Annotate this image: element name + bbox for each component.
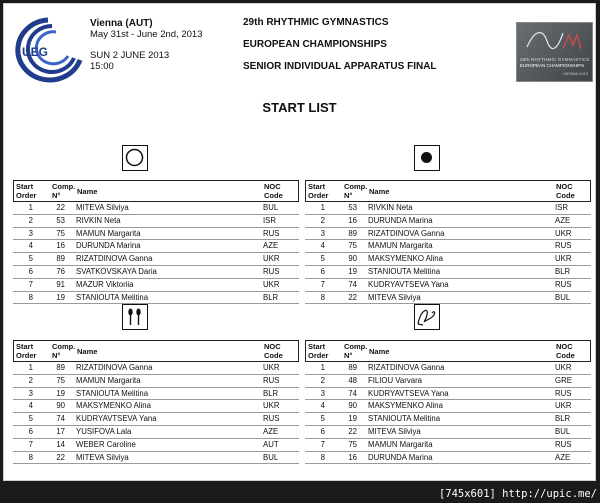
start-order-cell: 8: [28, 452, 33, 462]
athlete-name-cell: MAMUN Margarita: [76, 375, 141, 385]
table-header: [13, 340, 299, 362]
table-row: [305, 228, 591, 241]
header-start-order: Start Order: [16, 182, 37, 200]
header-comp-no: Comp. N°: [344, 342, 368, 360]
start-order-cell: 5: [320, 414, 325, 424]
start-order-cell: 4: [28, 401, 33, 411]
athlete-name-cell: STANIOUTA Melitina: [368, 266, 441, 276]
comp-number-cell: 75: [348, 241, 357, 251]
athlete-name-cell: KUDRYAVTSEVA Yana: [368, 279, 449, 289]
table-row: [305, 388, 591, 401]
start-order-cell: 4: [28, 241, 33, 251]
noc-code-cell: AZE: [263, 426, 279, 436]
athlete-name-cell: MAKSYMENKO Alina: [368, 254, 443, 264]
ribbon-icon: [414, 304, 440, 330]
noc-code-cell: AZE: [263, 241, 279, 251]
table-row: [305, 240, 591, 253]
venue-dates: May 31st - June 2nd, 2013: [90, 29, 203, 40]
athlete-name-cell: MAMUN Margarita: [76, 228, 141, 238]
championship-logo-line3: VIENNA 2013: [563, 71, 588, 76]
start-order-cell: 5: [28, 414, 33, 424]
comp-number-cell: 53: [348, 203, 357, 212]
noc-code-cell: BLR: [555, 414, 571, 424]
noc-code-cell: UKR: [555, 228, 572, 238]
noc-code-cell: UKR: [263, 363, 280, 372]
table-row: [13, 292, 299, 305]
comp-number-cell: 19: [56, 292, 65, 302]
start-list-table-hoop: [13, 180, 299, 304]
comp-number-cell: 75: [348, 439, 357, 449]
athlete-name-cell: MITEVA Silviya: [76, 203, 129, 212]
noc-code-cell: UKR: [555, 363, 572, 372]
venue-block: [90, 18, 203, 72]
watermark-text: [745x601] http://upic.me/: [438, 488, 597, 500]
noc-code-cell: UKR: [263, 279, 280, 289]
comp-number-cell: 22: [348, 292, 357, 302]
table-row: [13, 452, 299, 465]
event-line-2: EUROPEAN CHAMPIONSHIPS: [243, 39, 387, 50]
start-order-cell: 2: [28, 375, 33, 385]
noc-code-cell: UKR: [263, 401, 280, 411]
comp-number-cell: 89: [348, 228, 357, 238]
noc-code-cell: AUT: [263, 439, 279, 449]
start-list-table-ribbon: [305, 340, 591, 464]
table-row: [305, 452, 591, 465]
athlete-name-cell: RIZATDINOVA Ganna: [368, 363, 445, 372]
start-order-cell: 7: [28, 439, 33, 449]
table-row: [13, 388, 299, 401]
start-order-cell: 8: [28, 292, 33, 302]
noc-code-cell: RUS: [555, 279, 572, 289]
header-noc-code: NOC Code: [556, 342, 575, 360]
table-header: [13, 180, 299, 202]
header-start-order: Start Order: [308, 342, 329, 360]
athlete-name-cell: RIZATDINOVA Ganna: [368, 228, 445, 238]
comp-number-cell: 89: [56, 363, 65, 372]
header-name: Name: [77, 187, 98, 196]
noc-code-cell: UKR: [555, 401, 572, 411]
ueg-logo-text: UEG: [22, 45, 49, 59]
athlete-name-cell: STANIOUTA Melitina: [76, 292, 149, 302]
table-row: [305, 266, 591, 279]
comp-number-cell: 16: [348, 215, 357, 225]
page-title: START LIST: [262, 100, 337, 115]
start-order-cell: 3: [28, 228, 33, 238]
start-order-cell: 6: [320, 266, 325, 276]
table-row: [305, 292, 591, 305]
hoop-icon: [122, 145, 148, 171]
athlete-name-cell: MAMUN Margarita: [368, 241, 433, 251]
table-row: [13, 215, 299, 228]
start-order-cell: 5: [28, 254, 33, 264]
table-row: [13, 375, 299, 388]
comp-number-cell: 19: [348, 414, 357, 424]
comp-number-cell: 75: [56, 375, 65, 385]
start-order-cell: 4: [320, 401, 325, 411]
clubs-icon: [122, 304, 148, 330]
start-order-cell: 6: [28, 426, 33, 436]
start-order-cell: 1: [320, 203, 325, 212]
table-row: [305, 400, 591, 413]
table-row: [305, 202, 591, 215]
noc-code-cell: GRE: [555, 375, 572, 385]
comp-number-cell: 14: [56, 439, 65, 449]
comp-number-cell: 74: [348, 279, 357, 289]
table-row: [13, 400, 299, 413]
start-order-cell: 6: [28, 266, 33, 276]
athlete-name-cell: DURUNDA Marina: [76, 241, 141, 251]
table-row: [13, 266, 299, 279]
table-row: [305, 215, 591, 228]
start-order-cell: 4: [320, 241, 325, 251]
noc-code-cell: BUL: [263, 452, 279, 462]
athlete-name-cell: MITEVA Silviya: [368, 426, 421, 436]
header-noc-code: NOC Code: [264, 342, 283, 360]
start-list-table-clubs: [13, 340, 299, 464]
comp-number-cell: 22: [56, 203, 65, 212]
noc-code-cell: RUS: [555, 439, 572, 449]
event-line-3: SENIOR INDIVIDUAL APPARATUS FINAL: [243, 61, 437, 72]
noc-code-cell: BLR: [263, 388, 279, 398]
header-start-order: Start Order: [16, 342, 37, 360]
athlete-name-cell: MAMUN Margarita: [368, 439, 433, 449]
header-comp-no: Comp. N°: [52, 182, 76, 200]
noc-code-cell: ISR: [555, 203, 568, 212]
start-order-cell: 8: [320, 292, 325, 302]
comp-number-cell: 16: [348, 452, 357, 462]
table-row: [13, 413, 299, 426]
comp-number-cell: 22: [348, 426, 357, 436]
comp-number-cell: 75: [56, 228, 65, 238]
table-row: [305, 375, 591, 388]
comp-number-cell: 16: [56, 241, 65, 251]
header-noc-code: NOC Code: [556, 182, 575, 200]
athlete-name-cell: SVATKOVSKAYA Daria: [76, 266, 157, 276]
athlete-name-cell: RIVKIN Neta: [76, 215, 121, 225]
championship-logo-line2: EUROPEAN CHAMPIONSHIPS: [520, 63, 585, 68]
athlete-name-cell: MITEVA Silviya: [76, 452, 129, 462]
noc-code-cell: RUS: [263, 414, 280, 424]
athlete-name-cell: KUDRYAVTSEVA Yana: [76, 414, 157, 424]
comp-number-cell: 90: [348, 401, 357, 411]
start-order-cell: 3: [320, 388, 325, 398]
start-order-cell: 3: [28, 388, 33, 398]
event-day: SUN 2 JUNE 2013: [90, 50, 170, 61]
athlete-name-cell: STANIOUTA Melitina: [368, 414, 441, 424]
noc-code-cell: UKR: [263, 254, 280, 264]
venue-city: Vienna (AUT): [90, 18, 153, 29]
athlete-name-cell: STANIOUTA Melitina: [76, 388, 149, 398]
header-noc-code: NOC Code: [264, 182, 283, 200]
comp-number-cell: 91: [56, 279, 65, 289]
table-row: [305, 439, 591, 452]
athlete-name-cell: KUDRYAVTSEVA Yana: [368, 388, 449, 398]
header-comp-no: Comp. N°: [344, 182, 368, 200]
comp-number-cell: 22: [56, 452, 65, 462]
start-order-cell: 7: [28, 279, 33, 289]
noc-code-cell: RUS: [555, 388, 572, 398]
comp-number-cell: 89: [348, 363, 357, 372]
noc-code-cell: BUL: [555, 292, 571, 302]
athlete-name-cell: MITEVA Silviya: [368, 292, 421, 302]
noc-code-cell: BUL: [555, 426, 571, 436]
table-row: [305, 362, 591, 375]
athlete-name-cell: MAZUR Viktoriia: [76, 279, 134, 289]
table-row: [305, 279, 591, 292]
header-name: Name: [77, 347, 98, 356]
start-order-cell: 1: [28, 203, 33, 212]
header-comp-no: Comp. N°: [52, 342, 76, 360]
noc-code-cell: RUS: [263, 228, 280, 238]
championship-logo-line1: 29th RHYTHMIC GYMNASTICS: [520, 57, 590, 62]
table-row: [13, 228, 299, 241]
table-row: [305, 413, 591, 426]
championship-logo: [516, 22, 593, 82]
start-order-cell: 6: [320, 426, 325, 436]
comp-number-cell: 53: [56, 215, 65, 225]
table-row: [13, 202, 299, 215]
comp-number-cell: 76: [56, 266, 65, 276]
table-row: [13, 426, 299, 439]
start-order-cell: 7: [320, 439, 325, 449]
start-order-cell: 1: [28, 363, 33, 372]
noc-code-cell: BLR: [555, 266, 571, 276]
table-row: [305, 253, 591, 266]
header-start-order: Start Order: [308, 182, 329, 200]
event-line-1: 29th RHYTHMIC GYMNASTICS: [243, 17, 389, 28]
table-row: [13, 362, 299, 375]
table-header: [305, 180, 591, 202]
table-header: [305, 340, 591, 362]
noc-code-cell: ISR: [263, 215, 276, 225]
noc-code-cell: AZE: [555, 452, 571, 462]
comp-number-cell: 74: [56, 414, 65, 424]
athlete-name-cell: MAKSYMENKO Alina: [76, 401, 151, 411]
comp-number-cell: 17: [56, 426, 65, 436]
ball-icon: [414, 145, 440, 171]
start-order-cell: 7: [320, 279, 325, 289]
noc-code-cell: RUS: [555, 241, 572, 251]
start-order-cell: 8: [320, 452, 325, 462]
start-order-cell: 2: [28, 215, 33, 225]
table-row: [305, 426, 591, 439]
comp-number-cell: 48: [348, 375, 357, 385]
event-time: 15:00: [90, 61, 114, 72]
noc-code-cell: UKR: [555, 254, 572, 264]
noc-code-cell: BUL: [263, 203, 279, 212]
athlete-name-cell: YUSIFOVA Lala: [76, 426, 132, 436]
athlete-name-cell: FILIOU Varvara: [368, 375, 423, 385]
start-order-cell: 1: [320, 363, 325, 372]
start-order-cell: 5: [320, 254, 325, 264]
start-list-table-ball: [305, 180, 591, 304]
athlete-name-cell: RIZATDINOVA Ganna: [76, 363, 153, 372]
start-order-cell: 3: [320, 228, 325, 238]
athlete-name-cell: DURUNDA Marina: [368, 215, 433, 225]
table-row: [13, 240, 299, 253]
noc-code-cell: AZE: [555, 215, 571, 225]
athlete-name-cell: WEBER Caroline: [76, 439, 136, 449]
athlete-name-cell: RIVKIN Neta: [368, 203, 413, 212]
table-row: [13, 253, 299, 266]
comp-number-cell: 90: [56, 401, 65, 411]
noc-code-cell: BLR: [263, 292, 279, 302]
start-order-cell: 2: [320, 215, 325, 225]
comp-number-cell: 19: [348, 266, 357, 276]
table-row: [13, 279, 299, 292]
header-name: Name: [369, 347, 390, 356]
athlete-name-cell: RIZATDINOVA Ganna: [76, 254, 153, 264]
start-order-cell: 2: [320, 375, 325, 385]
ueg-logo: [8, 14, 88, 84]
noc-code-cell: RUS: [263, 375, 280, 385]
comp-number-cell: 90: [348, 254, 357, 264]
comp-number-cell: 74: [348, 388, 357, 398]
start-list-document: [3, 3, 596, 481]
athlete-name-cell: MAKSYMENKO Alina: [368, 401, 443, 411]
event-title-block: [243, 17, 437, 83]
comp-number-cell: 89: [56, 254, 65, 264]
header-name: Name: [369, 187, 390, 196]
comp-number-cell: 19: [56, 388, 65, 398]
athlete-name-cell: DURUNDA Marina: [368, 452, 433, 462]
noc-code-cell: RUS: [263, 266, 280, 276]
table-row: [13, 439, 299, 452]
